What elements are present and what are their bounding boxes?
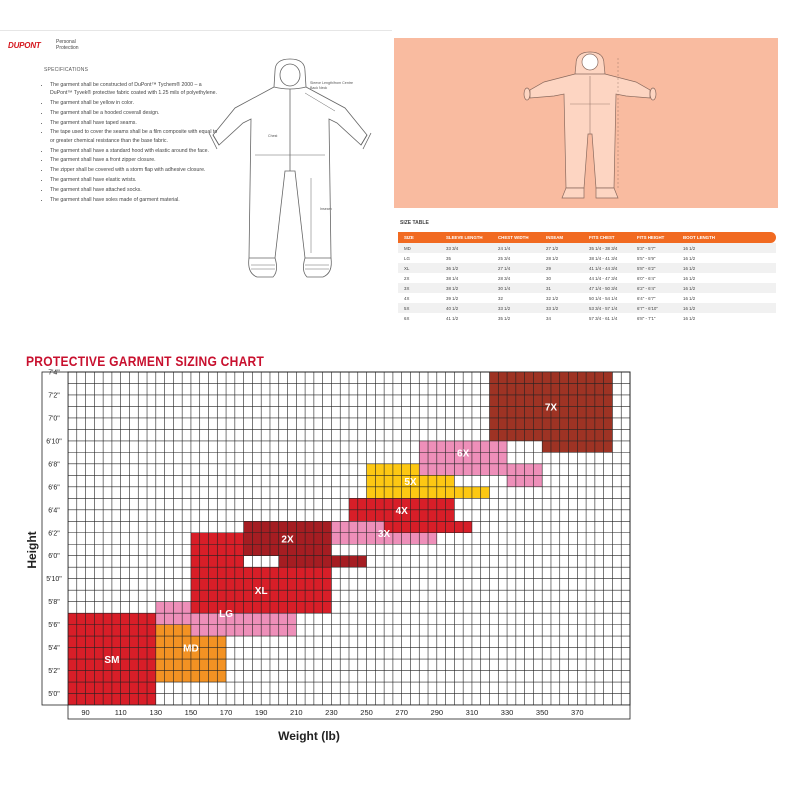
table-row (398, 293, 776, 303)
size-table-header (398, 232, 776, 243)
table-cell: 25 3/4 (498, 255, 511, 261)
table-cell: 16 1/2 (683, 305, 696, 311)
table-cell: 36 1/2 (446, 265, 459, 271)
table-row (398, 303, 776, 313)
x-tick-label: 170 (219, 708, 233, 717)
spec-item: • The garment shall be yellow in color. (50, 99, 220, 107)
y-tick-label: 6'4" (48, 507, 60, 515)
y-tick-label: 5'2" (48, 668, 60, 676)
x-tick-label: 90 (81, 708, 90, 717)
x-axis-title: Weight (lb) (278, 729, 340, 743)
table-cell: 28 1/2 (546, 255, 559, 261)
x-tick-label: 210 (290, 708, 303, 717)
size-label-sm: SM (104, 655, 120, 667)
table-cell: 6X (404, 315, 410, 321)
table-cell: 5'5" - 5'9" (637, 255, 656, 261)
table-cell: 6'2" - 6'4" (637, 285, 656, 291)
table-row (398, 263, 776, 273)
sizing-chart (0, 360, 800, 760)
table-cell: 6'8" - 7'1" (637, 315, 656, 321)
table-cell: 27 1/4 (498, 265, 511, 271)
table-cell: 16 1/2 (683, 315, 696, 321)
table-cell: 38 1/4 (446, 275, 459, 281)
table-cell: 40 1/2 (446, 305, 459, 311)
table-row (398, 313, 776, 323)
y-tick-label: 5'8" (48, 599, 60, 607)
y-tick-label: 5'10" (46, 576, 62, 584)
table-cell: 47 1/4 - 50 3/4 (589, 285, 618, 291)
table-cell: 50 1/4 - 54 1/4 (589, 295, 618, 301)
table-cell: 33 3/4 (446, 245, 459, 251)
y-tick-label: 6'10" (46, 438, 62, 446)
sleeve-length-label: Sleeve Length/from Centre Back Neck (310, 81, 353, 90)
table-cell: 38 1/2 (446, 285, 459, 291)
table-cell: 29 (546, 265, 551, 271)
spec-item: • The garment shall have elastic wrists. (50, 176, 220, 184)
table-row (398, 253, 776, 263)
y-tick-label: 5'4" (48, 645, 60, 653)
size-label-xl: XL (254, 586, 268, 598)
table-cell: 33 1/2 (498, 305, 511, 311)
y-tick-label: 7'2" (48, 392, 60, 400)
table-cell: 35 (446, 255, 451, 261)
table-cell: 57 3/4 - 61 1/4 (589, 315, 618, 321)
table-cell: 16 1/2 (683, 275, 696, 281)
table-cell: 53 3/4 - 57 1/4 (589, 305, 618, 311)
size-table-title: SIZE TABLE (400, 220, 429, 226)
table-cell: 6'4" - 6'7" (637, 295, 656, 301)
table-cell: 35 1/2 (498, 315, 511, 321)
x-tick-label: 230 (325, 708, 338, 717)
table-cell: 5'3" - 5'7" (637, 245, 656, 251)
table-cell: 16 1/2 (683, 265, 696, 271)
x-tick-label: 110 (114, 708, 127, 717)
brand-subtitle: Personal Protection (56, 39, 79, 51)
table-cell: 24 1/4 (498, 245, 511, 251)
y-tick-label: 7'4" (48, 369, 60, 377)
size-table-header-cell: SIZE (404, 235, 414, 240)
table-cell: 16 1/2 (683, 245, 696, 251)
x-tick-label: 190 (254, 708, 268, 717)
x-tick-label: 310 (465, 708, 479, 717)
table-cell: 6'7" - 6'10" (637, 305, 658, 311)
spec-item: • The garment shall be constructed of DuPont™ Tychem® 2000 – a DuPont™ Tyvek® protective fabric coated with 1.25 mils of polyethylene. (50, 81, 220, 98)
table-cell: 38 1/4 - 41 3/4 (589, 255, 618, 261)
coverall-diagram-panel (394, 38, 778, 208)
table-cell: 41 1/4 - 44 3/4 (589, 265, 618, 271)
chest-label: Chest (268, 134, 278, 138)
spec-list (38, 81, 220, 205)
spec-item: • The tape used to cover the seams shall be a film composite with equal to or greater chemical resistance than the base fabric. (50, 128, 220, 145)
table-row (398, 243, 776, 253)
y-tick-label: 5'0" (48, 691, 60, 699)
table-cell: 16 1/2 (683, 285, 696, 291)
table-cell: 5'8" - 6'2" (637, 265, 656, 271)
size-table-header-cell: INSEAM (546, 235, 564, 240)
spec-title: SPECIFICATIONS (44, 67, 89, 73)
x-tick-label: 150 (184, 708, 198, 717)
table-cell: 30 (546, 275, 551, 281)
chart-title: PROTECTIVE GARMENT SIZING CHART (26, 353, 265, 369)
y-tick-label: 6'0" (48, 553, 60, 561)
table-cell: 30 1/4 (498, 285, 511, 291)
table-cell: 3X (404, 285, 410, 291)
y-tick-label: 6'6" (48, 484, 60, 492)
size-label-7x: 7X (544, 402, 558, 414)
table-cell: 5X (404, 305, 410, 311)
size-table-header-cell: FITS CHEST (589, 235, 615, 240)
table-cell: 41 1/2 (446, 315, 459, 321)
spec-item: • The garment shall have a standard hood with elastic around the face. (50, 147, 220, 155)
size-table (398, 220, 776, 323)
size-label-6x: 6X (457, 448, 470, 460)
size-label-5x: 5X (404, 477, 417, 489)
inseam-label: Inseam (320, 207, 332, 211)
coverall-outline (394, 38, 778, 208)
size-label-4x: 4X (395, 505, 408, 517)
table-cell: 16 1/2 (683, 295, 696, 301)
table-cell: 32 (498, 295, 503, 301)
spec-item: • The garment shall be a hooded coverall design. (50, 109, 220, 117)
table-cell: XL (404, 265, 410, 271)
table-cell: 27 1/2 (546, 245, 559, 251)
table-row (398, 283, 776, 293)
x-tick-label: 250 (360, 708, 373, 717)
spec-item: • The garment shall have attached socks. (50, 186, 220, 194)
size-label-md: MD (183, 643, 199, 655)
size-table-header-cell: FITS HEIGHT (637, 235, 665, 240)
y-tick-label: 6'2" (48, 530, 60, 538)
table-cell: LG (404, 255, 410, 261)
spec-item: • The zipper shall be covered with a storm flap with adhesive closure. (50, 166, 220, 174)
x-tick-label: 330 (500, 708, 514, 717)
table-cell: 2X (404, 275, 410, 281)
table-cell: 39 1/2 (446, 295, 459, 301)
y-axis-title: Height (25, 531, 39, 569)
table-cell: MD (404, 245, 411, 251)
x-tick-label: 290 (430, 708, 444, 717)
size-table-header-cell: SLEEVE LENGTH (446, 235, 483, 240)
x-tick-label: 130 (149, 708, 163, 717)
size-label-3x: 3X (378, 528, 391, 540)
y-tick-label: 6'8" (48, 461, 60, 469)
table-cell: 32 1/2 (546, 295, 559, 301)
x-tick-label: 350 (535, 708, 549, 717)
table-cell: 6'0" - 6'4" (637, 275, 656, 281)
dupont-logo: DUPONT (8, 41, 41, 50)
table-cell: 34 (546, 315, 551, 321)
table-cell: 16 1/2 (683, 255, 696, 261)
y-tick-label: 5'6" (48, 622, 60, 630)
table-cell: 4X (404, 295, 410, 301)
table-cell: 44 1/4 - 47 3/4 (589, 275, 618, 281)
size-label-lg: LG (219, 609, 234, 621)
size-label-2x: 2X (281, 534, 294, 546)
specifications-panel (0, 30, 392, 331)
size-table-header-cell: CHEST WIDTH (498, 235, 529, 240)
x-tick-label: 270 (395, 708, 408, 717)
x-tick-label: 370 (571, 708, 584, 717)
table-cell: 31 (546, 285, 551, 291)
spec-item: • The garment shall have taped seams. (50, 119, 220, 127)
size-table-body (398, 243, 776, 323)
size-table-header-cell: BOOT LENGTH (683, 235, 715, 240)
table-cell: 35 1/4 - 38 3/4 (589, 245, 618, 251)
table-row (398, 273, 776, 283)
table-cell: 33 1/2 (546, 305, 559, 311)
table-cell: 28 3/4 (498, 275, 511, 281)
y-tick-label: 7'0" (48, 415, 60, 423)
spec-item: • The garment shall have soles made of garment material. (50, 196, 220, 204)
spec-item: • The garment shall have a front zipper closure. (50, 156, 220, 164)
